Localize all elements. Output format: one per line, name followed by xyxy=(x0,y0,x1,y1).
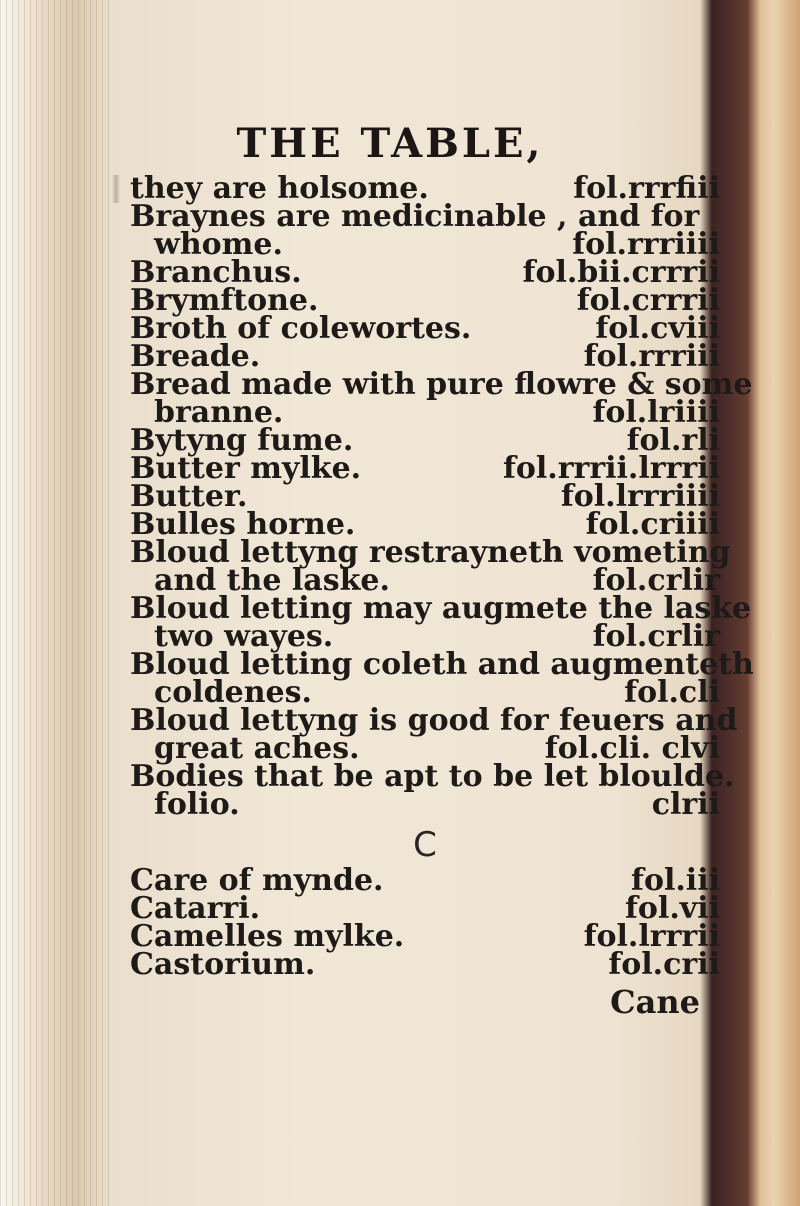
entry-title: Bloud letting may augmete the laske xyxy=(130,591,752,626)
section-letter: C xyxy=(413,825,437,865)
entry-rule xyxy=(112,175,120,203)
folio-ref: fol.crlir xyxy=(592,563,720,598)
entry-title: Breade. xyxy=(130,339,261,374)
folio-ref: fol.rli xyxy=(626,423,720,458)
entry-title-cont: great aches. xyxy=(154,731,360,766)
entry-title: Catarri. xyxy=(130,891,261,926)
index-entry xyxy=(90,703,738,766)
catchword: Cane xyxy=(610,983,700,1021)
entry-title-cont: and the laske. xyxy=(154,563,390,598)
table-page xyxy=(90,120,754,1021)
folio-ref: clrii xyxy=(651,787,720,822)
folio-ref: fol.rrriii xyxy=(583,339,720,374)
entry-title: Bloud lettyng is good for feuers and xyxy=(130,703,738,738)
entry-title: Butter. xyxy=(130,479,248,514)
entry-title-cont: whome. xyxy=(154,227,283,262)
entry-title: Bread made with pure flowre & some xyxy=(130,367,753,402)
entry-title: Broth of colewortes. xyxy=(130,311,472,346)
index-entry xyxy=(90,199,720,262)
index-entry xyxy=(90,647,754,710)
folio-ref: fol.bii.crrrii xyxy=(522,255,720,290)
folio-ref: fol.lriiii xyxy=(592,395,720,430)
entry-title: Bloud lettyng restrayneth vometing xyxy=(130,535,731,570)
index-entry xyxy=(90,947,720,982)
folio-ref: fol.crlir xyxy=(592,619,720,654)
folio-ref: fol.criiii xyxy=(585,507,720,542)
folio-ref: fol.iii xyxy=(631,863,720,898)
index-entry xyxy=(90,367,753,430)
entry-title-cont: two wayes. xyxy=(154,619,334,654)
entry-title: Bulles horne. xyxy=(130,507,356,542)
folio-ref: fol.cli xyxy=(624,675,720,710)
entry-title: they are holsome. xyxy=(130,171,429,206)
folio-ref: fol.lrrrii xyxy=(583,919,720,954)
entry-title: Castorium. xyxy=(130,947,316,982)
folio-ref: fol.cviii xyxy=(595,311,720,346)
index-entries-b xyxy=(90,171,754,822)
entry-title: Care of mynde. xyxy=(130,863,384,898)
index-entries-c xyxy=(90,863,720,982)
entry-title: Bloud letting coleth and augmenteth xyxy=(130,647,754,682)
entry-title: Bytyng fume. xyxy=(130,423,354,458)
folio-ref: fol.vii xyxy=(625,891,720,926)
folio-ref: fol.cli. clvi xyxy=(544,731,720,766)
folio-ref: fol.rrrfiii xyxy=(573,171,720,206)
entry-title: Branchus. xyxy=(130,255,302,290)
entry-title: Butter mylke. xyxy=(130,451,362,486)
index-entry xyxy=(90,535,731,598)
index-entry xyxy=(90,759,735,822)
entry-title-cont: branne. xyxy=(154,395,284,430)
entry-title: Camelles mylke. xyxy=(130,919,405,954)
entry-title: Bodies that be apt to be let bloulde. xyxy=(130,759,735,794)
index-entry xyxy=(90,591,752,654)
folio-ref: fol.crrrii xyxy=(576,283,720,318)
folio-ref: fol.rrriiii xyxy=(572,227,720,262)
entry-title: Braynes are medicinable , and for xyxy=(130,199,700,234)
entry-title-cont: folio. xyxy=(154,787,240,822)
page-header: THE TABLE, xyxy=(236,120,544,167)
folio-ref: fol.lrrriiii xyxy=(560,479,720,514)
entry-title: Brymftone. xyxy=(130,283,319,318)
folio-ref: fol.rrrii.lrrrii xyxy=(502,451,720,486)
folio-ref: fol.crii xyxy=(608,947,720,982)
entry-title-cont: coldenes. xyxy=(154,675,312,710)
